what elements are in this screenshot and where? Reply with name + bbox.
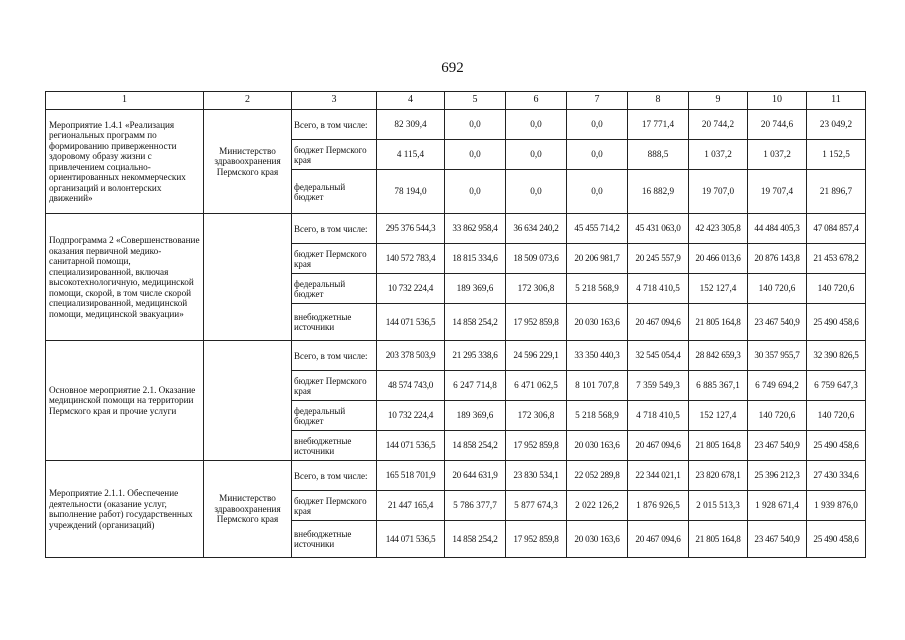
header-cell: 9 <box>689 92 748 110</box>
funding-source-cell: бюджет Пермского края <box>292 491 377 521</box>
value-cell: 22 052 289,8 <box>567 461 628 491</box>
funding-source-cell: внебюджетные источники <box>292 431 377 461</box>
header-cell: 11 <box>807 92 866 110</box>
value-cell: 44 484 405,3 <box>748 214 807 244</box>
value-cell: 45 455 714,2 <box>567 214 628 244</box>
value-cell: 27 430 334,6 <box>807 461 866 491</box>
table-row <box>46 461 866 491</box>
table-body <box>46 110 866 558</box>
funding-source-cell: внебюджетные источники <box>292 304 377 341</box>
value-cell: 140 720,6 <box>748 274 807 304</box>
program-name-cell: Подпрограмма 2 «Совершенствование оказания первичной медико-санитарной помощи, специализированной, включая высокотехнологичную, медицинской помощи, скорой, в том числе скорой специализированной, медицинской помощи, медицинской эвакуации» <box>46 214 204 341</box>
funding-source-cell: бюджет Пермского края <box>292 244 377 274</box>
value-cell: 0,0 <box>445 140 506 170</box>
table-row <box>46 214 866 244</box>
table-row <box>46 110 866 140</box>
value-cell: 0,0 <box>567 140 628 170</box>
value-cell: 25 396 212,3 <box>748 461 807 491</box>
value-cell: 4 718 410,5 <box>628 401 689 431</box>
funding-source-cell: Всего, в том числе: <box>292 461 377 491</box>
value-cell: 6 885 367,1 <box>689 371 748 401</box>
value-cell: 78 194,0 <box>377 170 445 214</box>
value-cell: 42 423 305,8 <box>689 214 748 244</box>
value-cell: 19 707,4 <box>748 170 807 214</box>
value-cell: 189 369,6 <box>445 274 506 304</box>
funding-source-cell: внебюджетные источники <box>292 521 377 558</box>
header-cell: 1 <box>46 92 204 110</box>
header-cell: 2 <box>204 92 292 110</box>
value-cell: 32 390 826,5 <box>807 341 866 371</box>
value-cell: 20 466 013,6 <box>689 244 748 274</box>
value-cell: 24 596 229,1 <box>506 341 567 371</box>
value-cell: 47 084 857,4 <box>807 214 866 244</box>
value-cell: 21 447 165,4 <box>377 491 445 521</box>
header-cell: 5 <box>445 92 506 110</box>
value-cell: 33 862 958,4 <box>445 214 506 244</box>
page-number: 692 <box>441 60 464 76</box>
executor-cell: Министерство здравоохранения Пермского края <box>204 461 292 558</box>
value-cell: 20 744,6 <box>748 110 807 140</box>
value-cell: 17 952 859,8 <box>506 304 567 341</box>
value-cell: 189 369,6 <box>445 401 506 431</box>
value-cell: 140 572 783,4 <box>377 244 445 274</box>
value-cell: 144 071 536,5 <box>377 431 445 461</box>
value-cell: 20 467 094,6 <box>628 431 689 461</box>
table-row <box>46 341 866 371</box>
value-cell: 20 030 163,6 <box>567 431 628 461</box>
header-row <box>46 92 866 110</box>
funding-source-cell: Всего, в том числе: <box>292 110 377 140</box>
value-cell: 21 805 164,8 <box>689 431 748 461</box>
value-cell: 21 453 678,2 <box>807 244 866 274</box>
executor-cell: Министерство здравоохранения Пермского края <box>204 110 292 214</box>
value-cell: 18 815 334,6 <box>445 244 506 274</box>
value-cell: 5 786 377,7 <box>445 491 506 521</box>
value-cell: 21 805 164,8 <box>689 304 748 341</box>
header-cell: 10 <box>748 92 807 110</box>
value-cell: 19 707,0 <box>689 170 748 214</box>
value-cell: 152 127,4 <box>689 274 748 304</box>
value-cell: 20 030 163,6 <box>567 521 628 558</box>
program-name-cell: Мероприятие 2.1.1. Обеспечение деятельности (оказание услуг, выполнение работ) государственных учреждений (организаций) <box>46 461 204 558</box>
value-cell: 82 309,4 <box>377 110 445 140</box>
value-cell: 0,0 <box>506 170 567 214</box>
value-cell: 144 071 536,5 <box>377 304 445 341</box>
value-cell: 16 882,9 <box>628 170 689 214</box>
value-cell: 1 876 926,5 <box>628 491 689 521</box>
header-cell: 3 <box>292 92 377 110</box>
value-cell: 203 378 503,9 <box>377 341 445 371</box>
value-cell: 0,0 <box>567 110 628 140</box>
value-cell: 172 306,8 <box>506 401 567 431</box>
header-cell: 6 <box>506 92 567 110</box>
value-cell: 6 247 714,8 <box>445 371 506 401</box>
value-cell: 20 876 143,8 <box>748 244 807 274</box>
funding-source-cell: федеральный бюджет <box>292 401 377 431</box>
value-cell: 5 877 674,3 <box>506 491 567 521</box>
value-cell: 140 720,6 <box>807 401 866 431</box>
value-cell: 17 771,4 <box>628 110 689 140</box>
header-cell: 8 <box>628 92 689 110</box>
executor-cell <box>204 214 292 341</box>
header-cell: 7 <box>567 92 628 110</box>
value-cell: 140 720,6 <box>807 274 866 304</box>
value-cell: 23 820 678,1 <box>689 461 748 491</box>
value-cell: 25 490 458,6 <box>807 521 866 558</box>
value-cell: 888,5 <box>628 140 689 170</box>
value-cell: 6 749 694,2 <box>748 371 807 401</box>
value-cell: 7 359 549,3 <box>628 371 689 401</box>
value-cell: 23 049,2 <box>807 110 866 140</box>
value-cell: 1 939 876,0 <box>807 491 866 521</box>
value-cell: 2 022 126,2 <box>567 491 628 521</box>
funding-source-cell: бюджет Пермского края <box>292 371 377 401</box>
value-cell: 2 015 513,3 <box>689 491 748 521</box>
value-cell: 17 952 859,8 <box>506 431 567 461</box>
value-cell: 20 467 094,6 <box>628 304 689 341</box>
value-cell: 20 245 557,9 <box>628 244 689 274</box>
value-cell: 48 574 743,0 <box>377 371 445 401</box>
value-cell: 6 471 062,5 <box>506 371 567 401</box>
value-cell: 22 344 021,1 <box>628 461 689 491</box>
value-cell: 25 490 458,6 <box>807 431 866 461</box>
value-cell: 0,0 <box>445 110 506 140</box>
value-cell: 23 830 534,1 <box>506 461 567 491</box>
value-cell: 20 206 981,7 <box>567 244 628 274</box>
value-cell: 30 357 955,7 <box>748 341 807 371</box>
value-cell: 5 218 568,9 <box>567 401 628 431</box>
value-cell: 8 101 707,8 <box>567 371 628 401</box>
funding-source-cell: федеральный бюджет <box>292 170 377 214</box>
funding-source-cell: Всего, в том числе: <box>292 341 377 371</box>
value-cell: 21 896,7 <box>807 170 866 214</box>
value-cell: 6 759 647,3 <box>807 371 866 401</box>
funding-source-cell: бюджет Пермского края <box>292 140 377 170</box>
value-cell: 1 152,5 <box>807 140 866 170</box>
value-cell: 152 127,4 <box>689 401 748 431</box>
value-cell: 140 720,6 <box>748 401 807 431</box>
value-cell: 21 295 338,6 <box>445 341 506 371</box>
value-cell: 33 350 440,3 <box>567 341 628 371</box>
value-cell: 0,0 <box>567 170 628 214</box>
value-cell: 32 545 054,4 <box>628 341 689 371</box>
program-name-cell: Основное мероприятие 2.1. Оказание медицинской помощи на территории Пермского края и прочие услуги <box>46 341 204 461</box>
value-cell: 4 718 410,5 <box>628 274 689 304</box>
value-cell: 1 037,2 <box>689 140 748 170</box>
value-cell: 20 030 163,6 <box>567 304 628 341</box>
funding-source-cell: Всего, в том числе: <box>292 214 377 244</box>
program-name-cell: Мероприятие 1.4.1 «Реализация региональных программ по формированию приверженности здоровому образу жизни с привлечением социально-ориентированных некоммерческих организаций и волонтерских движений» <box>46 110 204 214</box>
value-cell: 10 732 224,4 <box>377 401 445 431</box>
value-cell: 14 858 254,2 <box>445 304 506 341</box>
executor-cell <box>204 341 292 461</box>
header-cell: 4 <box>377 92 445 110</box>
value-cell: 0,0 <box>506 140 567 170</box>
value-cell: 36 634 240,2 <box>506 214 567 244</box>
value-cell: 28 842 659,3 <box>689 341 748 371</box>
value-cell: 23 467 540,9 <box>748 304 807 341</box>
value-cell: 295 376 544,3 <box>377 214 445 244</box>
value-cell: 4 115,4 <box>377 140 445 170</box>
value-cell: 14 858 254,2 <box>445 521 506 558</box>
value-cell: 14 858 254,2 <box>445 431 506 461</box>
value-cell: 144 071 536,5 <box>377 521 445 558</box>
value-cell: 165 518 701,9 <box>377 461 445 491</box>
value-cell: 25 490 458,6 <box>807 304 866 341</box>
value-cell: 20 744,2 <box>689 110 748 140</box>
value-cell: 20 467 094,6 <box>628 521 689 558</box>
value-cell: 0,0 <box>506 110 567 140</box>
value-cell: 45 431 063,0 <box>628 214 689 244</box>
value-cell: 23 467 540,9 <box>748 431 807 461</box>
value-cell: 0,0 <box>445 170 506 214</box>
value-cell: 10 732 224,4 <box>377 274 445 304</box>
value-cell: 5 218 568,9 <box>567 274 628 304</box>
value-cell: 1 928 671,4 <box>748 491 807 521</box>
value-cell: 20 644 631,9 <box>445 461 506 491</box>
value-cell: 172 306,8 <box>506 274 567 304</box>
value-cell: 21 805 164,8 <box>689 521 748 558</box>
value-cell: 18 509 073,6 <box>506 244 567 274</box>
value-cell: 1 037,2 <box>748 140 807 170</box>
value-cell: 17 952 859,8 <box>506 521 567 558</box>
value-cell: 23 467 540,9 <box>748 521 807 558</box>
budget-table <box>45 91 866 558</box>
funding-source-cell: федеральный бюджет <box>292 274 377 304</box>
